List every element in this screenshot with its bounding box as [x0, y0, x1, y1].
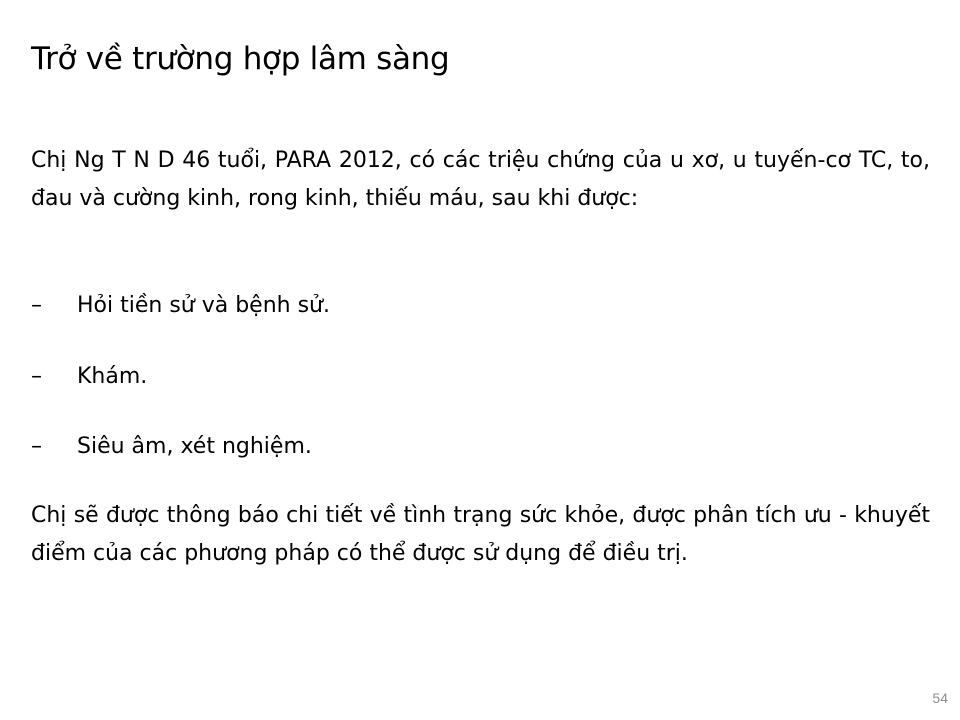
dash-bullet-icon: – [31, 293, 42, 318]
dash-bullet-icon: – [31, 364, 42, 389]
case-outcome-paragraph: Chị sẽ được thông báo chi tiết về tình trạng sức khỏe, được phân tích ưu - khuyết điểm của các phương pháp có thể được sử dụng để điều trị. [31, 503, 930, 566]
list-item-text: Siêu âm, xét nghiệm. [77, 434, 312, 459]
list-item-text: Khám. [77, 364, 148, 389]
list-item [31, 428, 312, 466]
dash-bullet-icon: – [31, 434, 42, 459]
page-number: 54 [932, 690, 948, 706]
list-item [31, 287, 330, 325]
slide-title: Trở về trường hợp lâm sàng [31, 41, 450, 77]
list-item [31, 358, 147, 396]
list-item-text: Hỏi tiền sử và bệnh sử. [77, 293, 330, 318]
case-intro-paragraph: Chị Ng T N D 46 tuổi, PARA 2012, có các triệu chứng của u xơ, u tuyến-cơ TC, to, đau và cường kinh, rong kinh, thiếu máu, sau khi được: [31, 148, 930, 211]
